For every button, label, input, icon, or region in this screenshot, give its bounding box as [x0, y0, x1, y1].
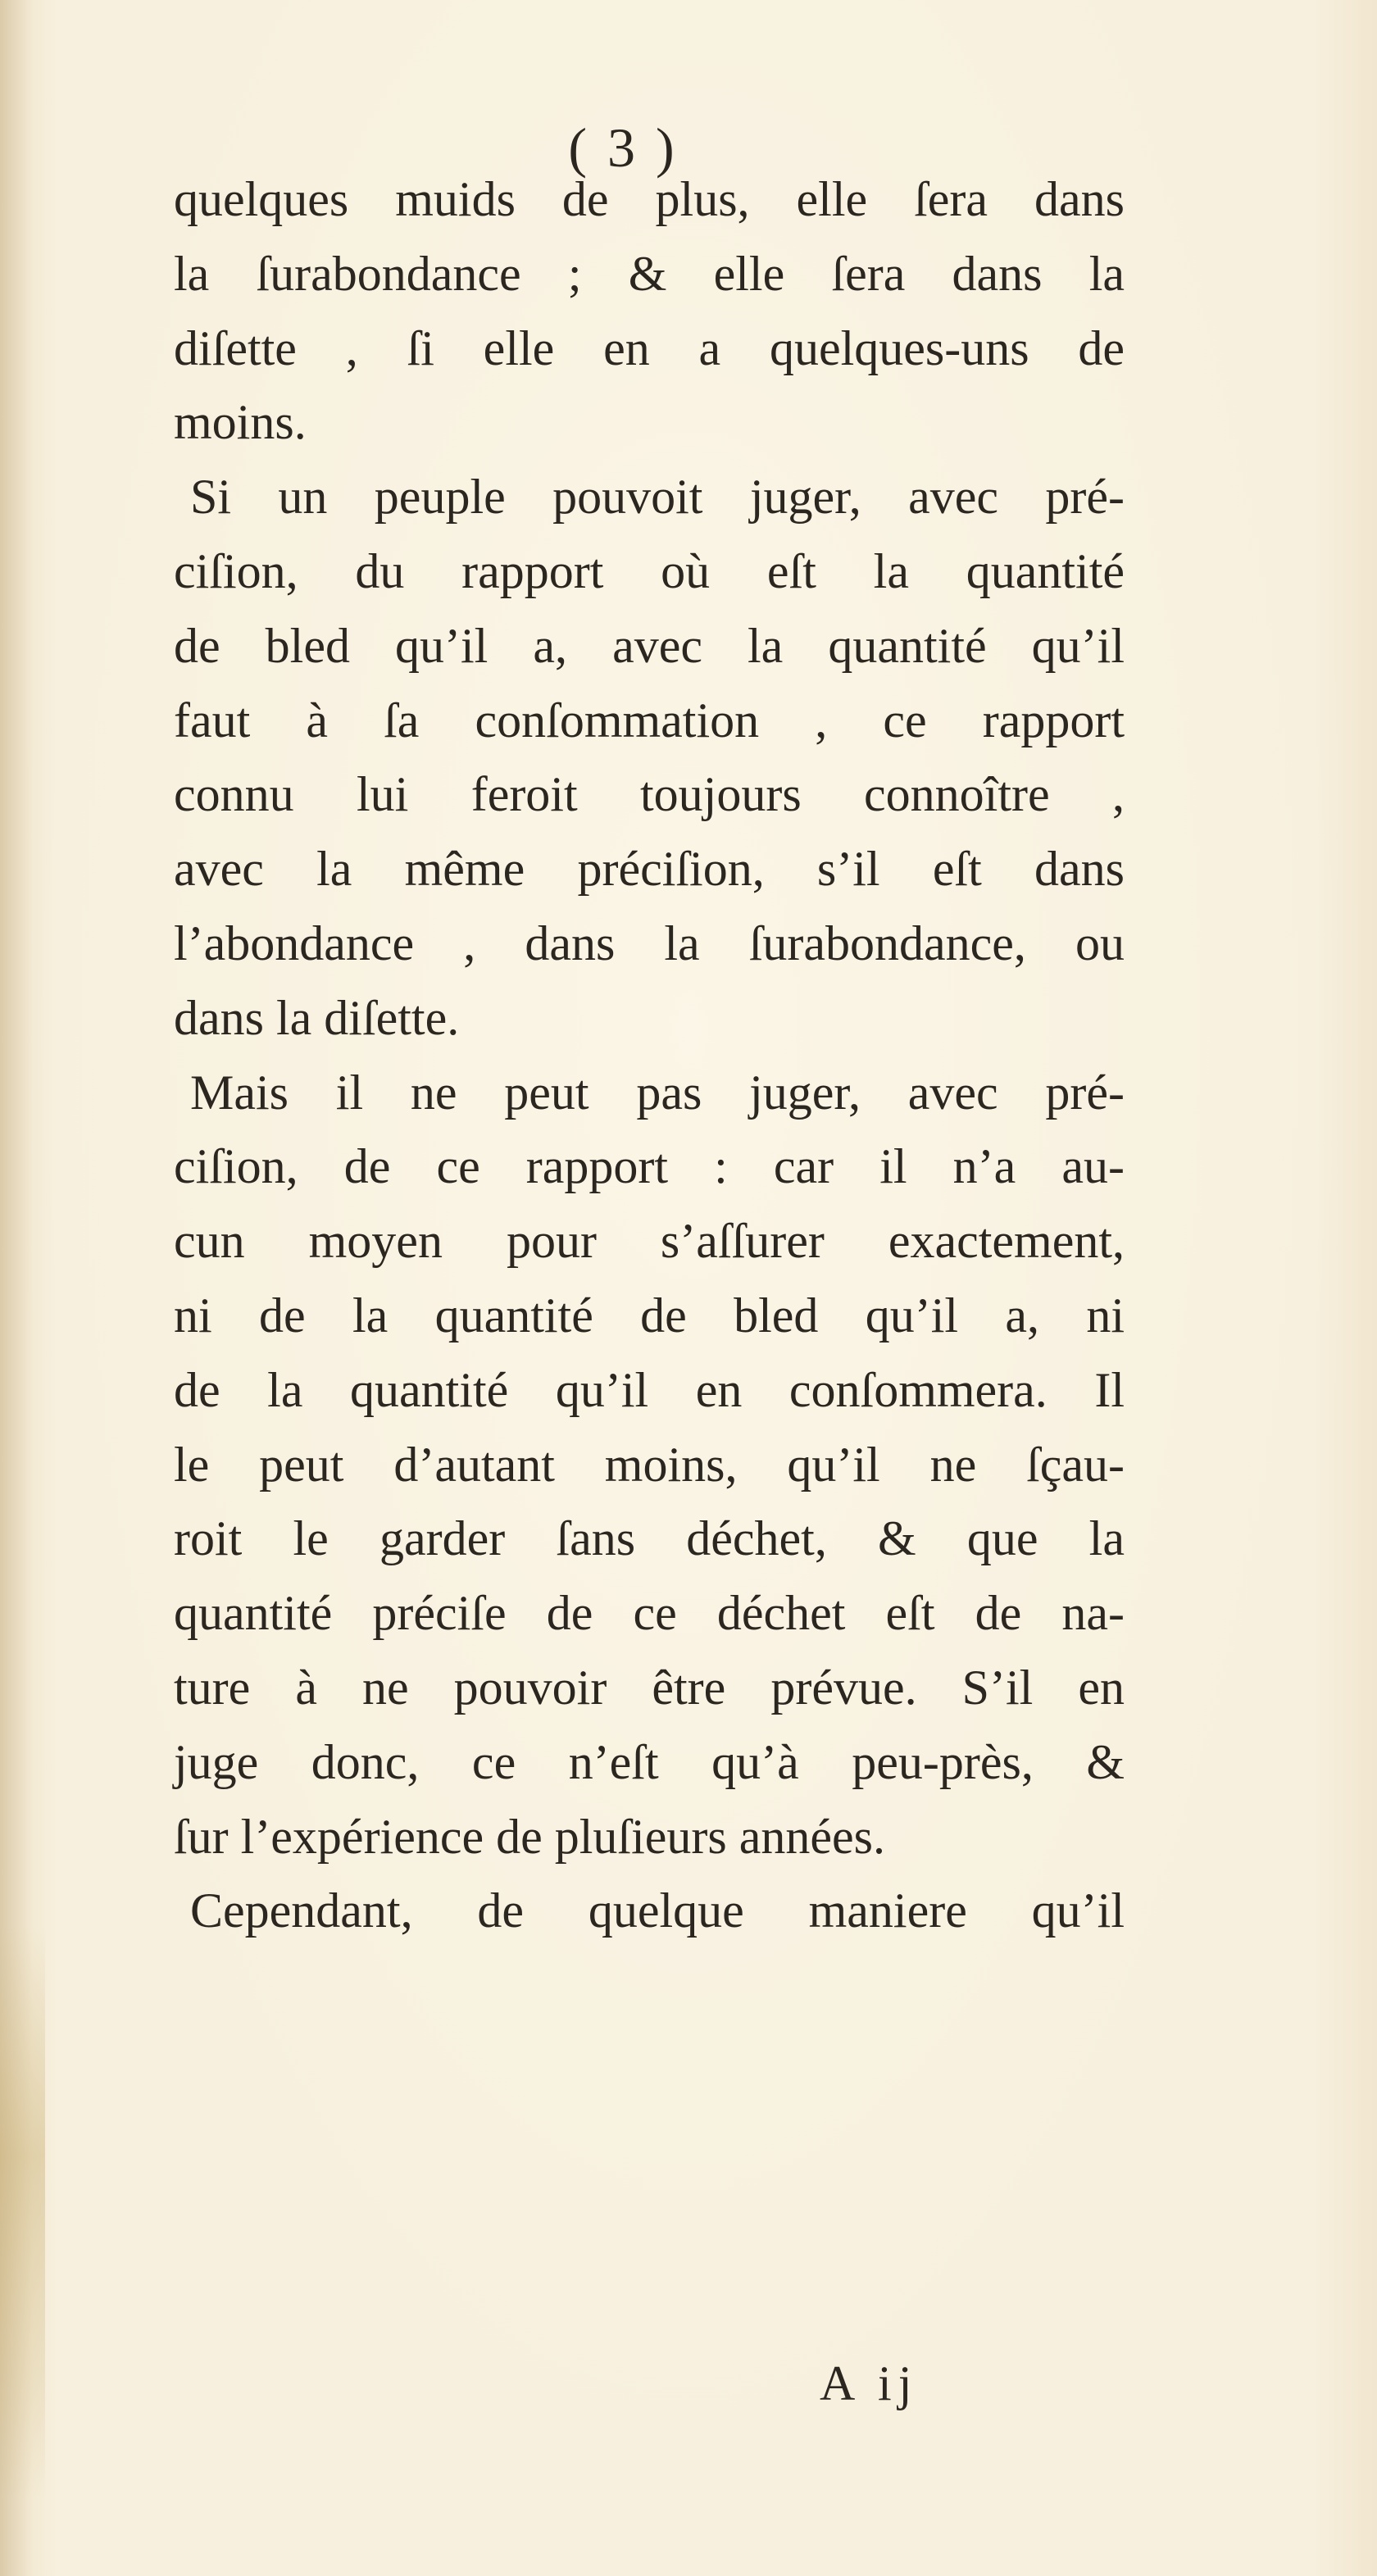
- text-line: ſur l’expérience de pluſieurs années.: [174, 1809, 885, 1864]
- text-line: le peut d’autant moins, qu’il ne ſçau-: [174, 1437, 1125, 1492]
- text-line: moins.: [174, 395, 307, 450]
- text-line: faut à ſa conſommation , ce rapport: [174, 693, 1125, 747]
- text-line: avec la même préciſion, s’il eſt dans: [174, 842, 1125, 897]
- text-line: Cependant, de quelque maniere qu’il: [190, 1883, 1125, 1938]
- text-line: juge donc, ce n’eſt qu’à peu-près, &: [174, 1734, 1125, 1789]
- text-line: dans la diſette.: [174, 990, 460, 1045]
- text-line: quelques muids de plus, elle ſera dans: [174, 172, 1125, 226]
- text-line: Mais il ne peut pas juger, avec pré-: [190, 1065, 1125, 1120]
- text-line: quantité préciſe de ce déchet eſt de na-: [174, 1586, 1125, 1641]
- text-line: connu lui feroit toujours connoître ,: [174, 767, 1125, 822]
- text-line: roit le garder ſans déchet, & que la: [174, 1511, 1125, 1566]
- body-text: [174, 162, 1125, 1948]
- text-line: diſette , ſi elle en a quelques-uns de: [174, 320, 1125, 375]
- page-number: ( 3 ): [568, 116, 678, 179]
- text-line: ture à ne pouvoir être prévue. S’il en: [174, 1660, 1125, 1715]
- text-line: ni de la quantité de bled qu’il a, ni: [174, 1288, 1125, 1343]
- text-line: la ſurabondance ; & elle ſera dans la: [174, 246, 1125, 301]
- text-line: ciſion, du rapport où eſt la quantité: [174, 543, 1125, 598]
- text-line: de la quantité qu’il en conſommera. Il: [174, 1362, 1125, 1417]
- signature-mark: A ij: [820, 2356, 919, 2410]
- text-line: l’abondance , dans la ſurabondance, ou: [174, 915, 1125, 970]
- text-line: de bled qu’il a, avec la quantité qu’il: [174, 618, 1125, 673]
- text-line: Si un peuple pouvoit juger, avec pré-: [190, 470, 1125, 525]
- text-line: cun moyen pour s’aſſurer exactement,: [174, 1214, 1125, 1269]
- paper-stain: [0, 1926, 45, 2500]
- text-line: ciſion, de ce rapport : car il n’a au-: [174, 1139, 1125, 1194]
